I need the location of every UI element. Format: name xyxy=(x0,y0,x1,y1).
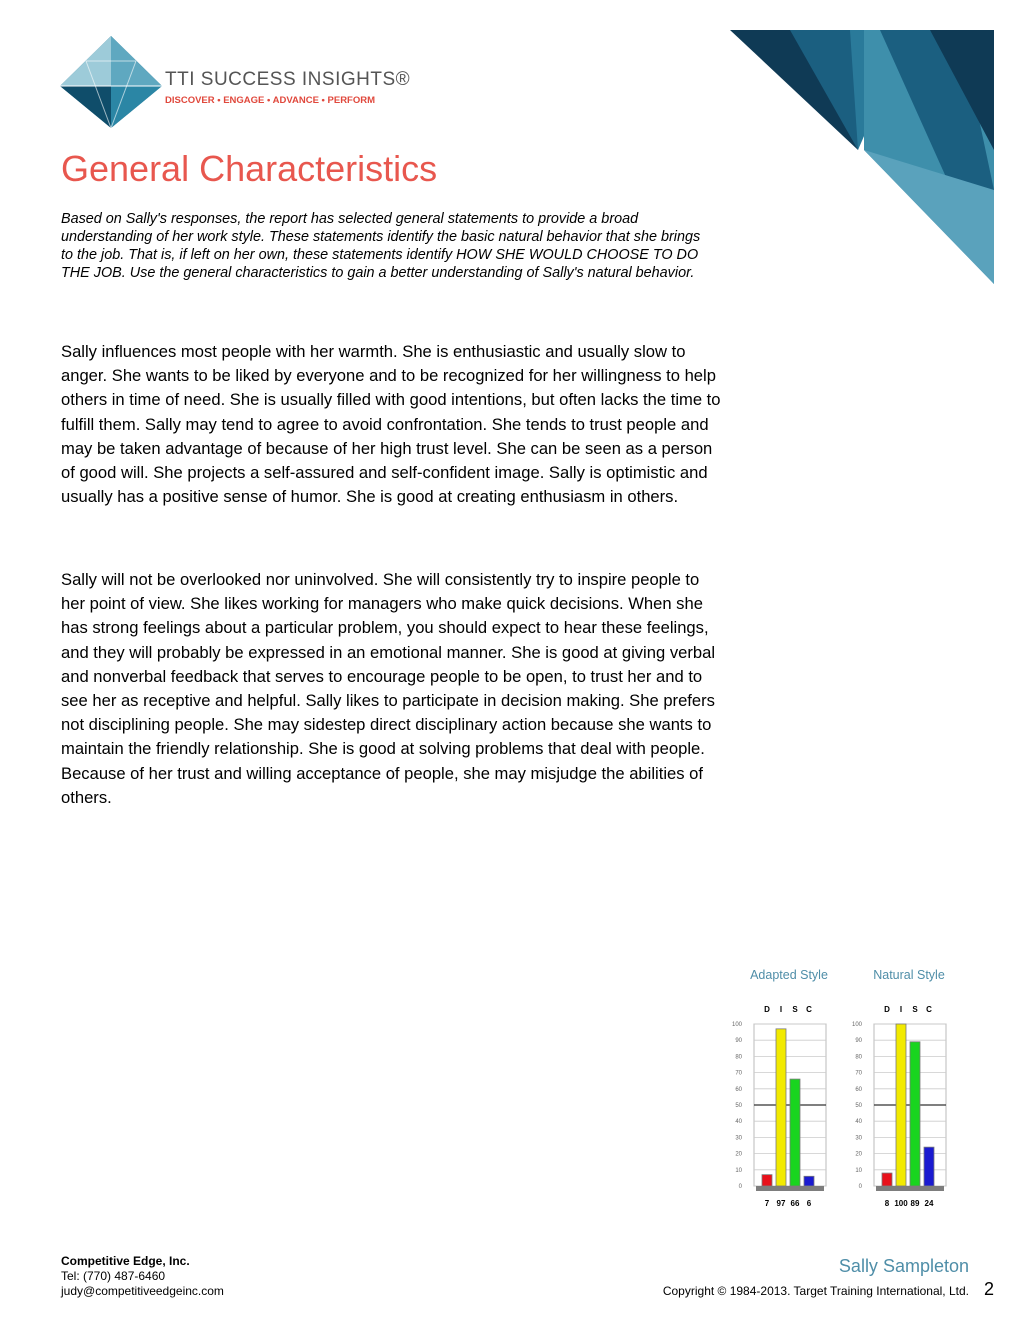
category-label: D xyxy=(764,1005,770,1014)
y-tick-label: 0 xyxy=(738,1184,742,1190)
natural-style-chart xyxy=(844,1000,964,1212)
page-number: 2 xyxy=(983,1279,994,1299)
value-label: 97 xyxy=(776,1199,786,1208)
y-tick-label: 0 xyxy=(858,1184,862,1190)
brand-tagline: DISCOVER • ENGAGE • ADVANCE • PERFORM xyxy=(165,95,376,106)
tti-diamond-logo-icon xyxy=(56,34,166,130)
natural-style-title: Natural Style xyxy=(873,968,945,982)
category-label: C xyxy=(926,1005,932,1014)
y-tick-label: 50 xyxy=(855,1103,862,1109)
bar-d xyxy=(762,1175,772,1186)
footer-person-name: Sally Sampleton xyxy=(838,1256,969,1276)
y-tick-label: 80 xyxy=(855,1054,862,1061)
bar-i xyxy=(896,1024,906,1186)
y-tick-label: 30 xyxy=(855,1135,862,1142)
y-tick-label: 80 xyxy=(735,1054,742,1061)
y-tick-label: 70 xyxy=(735,1070,742,1077)
y-tick-label: 60 xyxy=(855,1086,862,1093)
page-title: General Characteristics xyxy=(61,148,438,189)
adapted-style-chart xyxy=(724,1000,844,1212)
value-label: 66 xyxy=(790,1199,800,1208)
category-label: I xyxy=(899,1005,903,1014)
baseline-bar xyxy=(756,1186,824,1191)
bar-c xyxy=(804,1176,814,1186)
value-label: 24 xyxy=(924,1199,934,1208)
value-label: 7 xyxy=(764,1199,770,1208)
value-label: 6 xyxy=(806,1199,812,1208)
category-label: C xyxy=(806,1005,812,1014)
footer-email: judy@competitiveedgeinc.com xyxy=(61,1284,224,1298)
characteristics-paragraph-2: Sally will not be overlooked nor uninvolved. She will consistently try to inspire people to her point of view. She likes working for managers who make quick decisions. When she has strong feelings about a particular problem, you should expect to hear these feelings, and they will probably be expressed in an emotional manner. She is good at giving verbal and nonverbal feedback that serves to encourage people to be open, to trust her and to see her as receptive and helpful. Sally likes to participate in decision making. She prefers not disciplining people. She may sidestep direct disciplinary action because she wants to maintain the friendly relationship. She is good at solving problems that deal with people. Because of her trust and willing acceptance of people, she may misjudge the abilities of others. xyxy=(61,570,716,807)
y-tick-label: 100 xyxy=(731,1022,742,1028)
y-tick-label: 40 xyxy=(735,1119,742,1126)
baseline-bar xyxy=(876,1186,944,1191)
y-tick-label: 70 xyxy=(855,1070,862,1077)
y-tick-label: 50 xyxy=(735,1103,742,1109)
value-label: 89 xyxy=(910,1199,920,1208)
intro-text: Based on Sally's responses, the report has selected general statements to provide a broad understanding of her work style. These statements identify the basic natural behavior that she brings to the job. That is, if left on her own, these statements identify HOW SHE WOULD CHOOSE TO DO THE JOB. Use the general characteristics to gain a better understanding of Sally's natural behavior. xyxy=(61,211,701,281)
bar-c xyxy=(924,1147,934,1186)
footer-tel: Tel: (770) 487-6460 xyxy=(61,1269,166,1283)
y-tick-label: 20 xyxy=(735,1151,742,1158)
category-label: S xyxy=(792,1005,798,1014)
bar-i xyxy=(776,1029,786,1186)
y-tick-label: 100 xyxy=(851,1022,862,1028)
y-tick-label: 20 xyxy=(855,1151,862,1158)
characteristics-paragraph-1: Sally influences most people with her warmth. She is enthusiastic and usually slow to anger. She wants to be liked by everyone and to be recognized for her willingness to help others in time of need. She is usually filled with good intentions, but often lacks the time to fulfill them. Sally may tend to agree to avoid confrontation. She tends to trust people and may be taken advantage of because of her high trust level. She can be seen as a person of good will. She projects a self-assured and self-confident image. Sally is optimistic and usually has a positive sense of humor. She is good at creating enthusiasm in others. xyxy=(61,342,721,507)
y-tick-label: 60 xyxy=(735,1086,742,1093)
bar-d xyxy=(882,1173,892,1186)
value-label: 100 xyxy=(894,1199,908,1208)
adapted-style-title: Adapted Style xyxy=(750,968,828,982)
corner-decoration xyxy=(730,30,994,284)
category-label: D xyxy=(884,1005,890,1014)
brand-name: TTI SUCCESS INSIGHTS® xyxy=(165,69,411,90)
y-tick-label: 90 xyxy=(735,1038,742,1045)
bar-s xyxy=(910,1042,920,1186)
category-label: S xyxy=(912,1005,918,1014)
footer-copyright: Copyright © 1984-2013. Target Training International, Ltd. xyxy=(662,1284,969,1298)
value-label: 8 xyxy=(884,1199,890,1208)
y-tick-label: 90 xyxy=(855,1038,862,1045)
y-tick-label: 30 xyxy=(735,1135,742,1142)
y-tick-label: 40 xyxy=(855,1119,862,1126)
category-label: I xyxy=(779,1005,783,1014)
footer-company: Competitive Edge, Inc. xyxy=(61,1254,190,1268)
bar-s xyxy=(790,1079,800,1186)
y-tick-label: 10 xyxy=(735,1167,742,1174)
y-tick-label: 10 xyxy=(855,1167,862,1174)
